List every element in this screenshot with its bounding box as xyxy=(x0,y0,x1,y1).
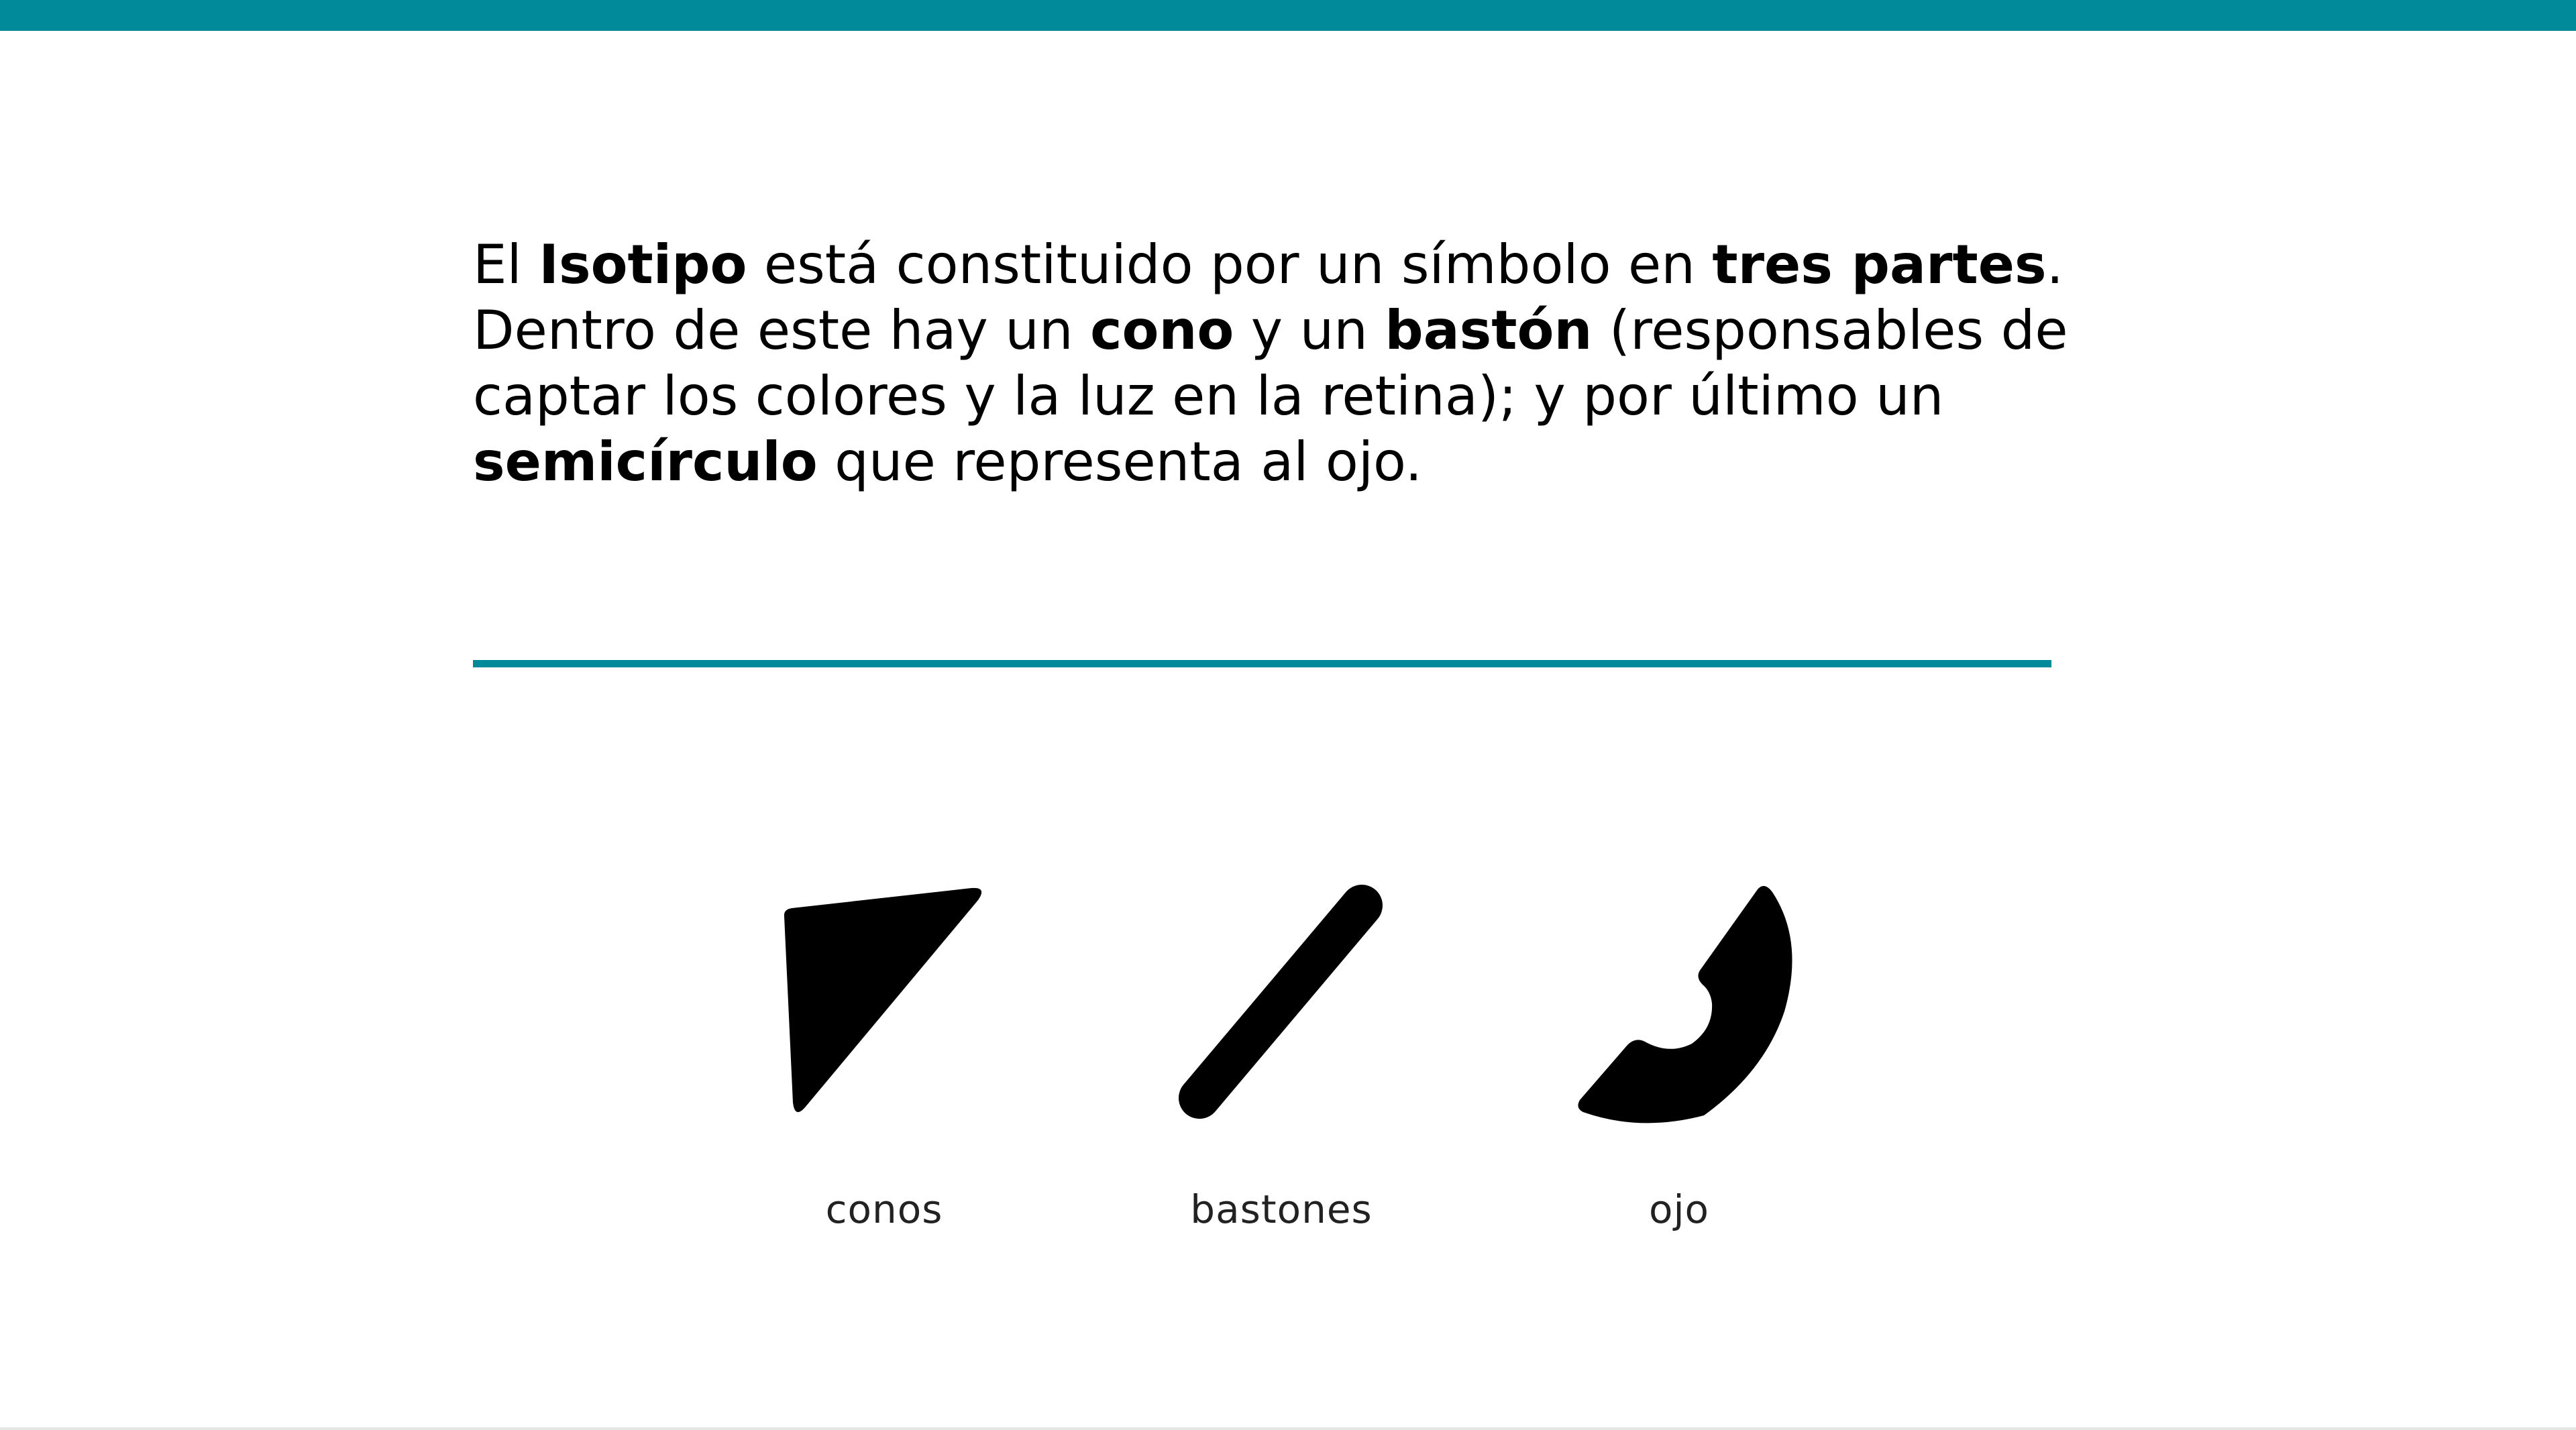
intro-bold-isotipo: Isotipo xyxy=(539,233,747,296)
intro-text-1: El xyxy=(473,233,539,296)
intro-bold-semicirculo: semicírculo xyxy=(473,431,818,493)
bottom-edge-line xyxy=(0,1427,2576,1430)
caption-bastones: bastones xyxy=(1190,1187,1373,1232)
intro-text-2: está constituido por un símbolo en xyxy=(747,233,1713,296)
intro-bold-baston: bastón xyxy=(1385,299,1593,362)
intro-text-3: . Dentro de este hay un xyxy=(473,233,2064,362)
eye-semicircle-icon xyxy=(1563,877,1798,1125)
intro-bold-tres-partes: tres partes xyxy=(1712,233,2047,296)
rod-shape-icon xyxy=(1167,873,1395,1132)
top-accent-bar xyxy=(0,0,2576,31)
caption-conos: conos xyxy=(825,1187,943,1232)
intro-text-4: y un xyxy=(1234,299,1385,362)
section-divider xyxy=(473,660,2051,667)
intro-bold-cono: cono xyxy=(1090,299,1234,362)
caption-ojo: ojo xyxy=(1648,1187,1710,1232)
cone-shape-icon xyxy=(778,884,993,1119)
intro-text-5: (responsables de captar los colores y la luz en la retina); y por último un xyxy=(473,299,2068,427)
intro-text-6: que representa al ojo. xyxy=(817,431,1423,493)
intro-paragraph xyxy=(473,232,2190,495)
